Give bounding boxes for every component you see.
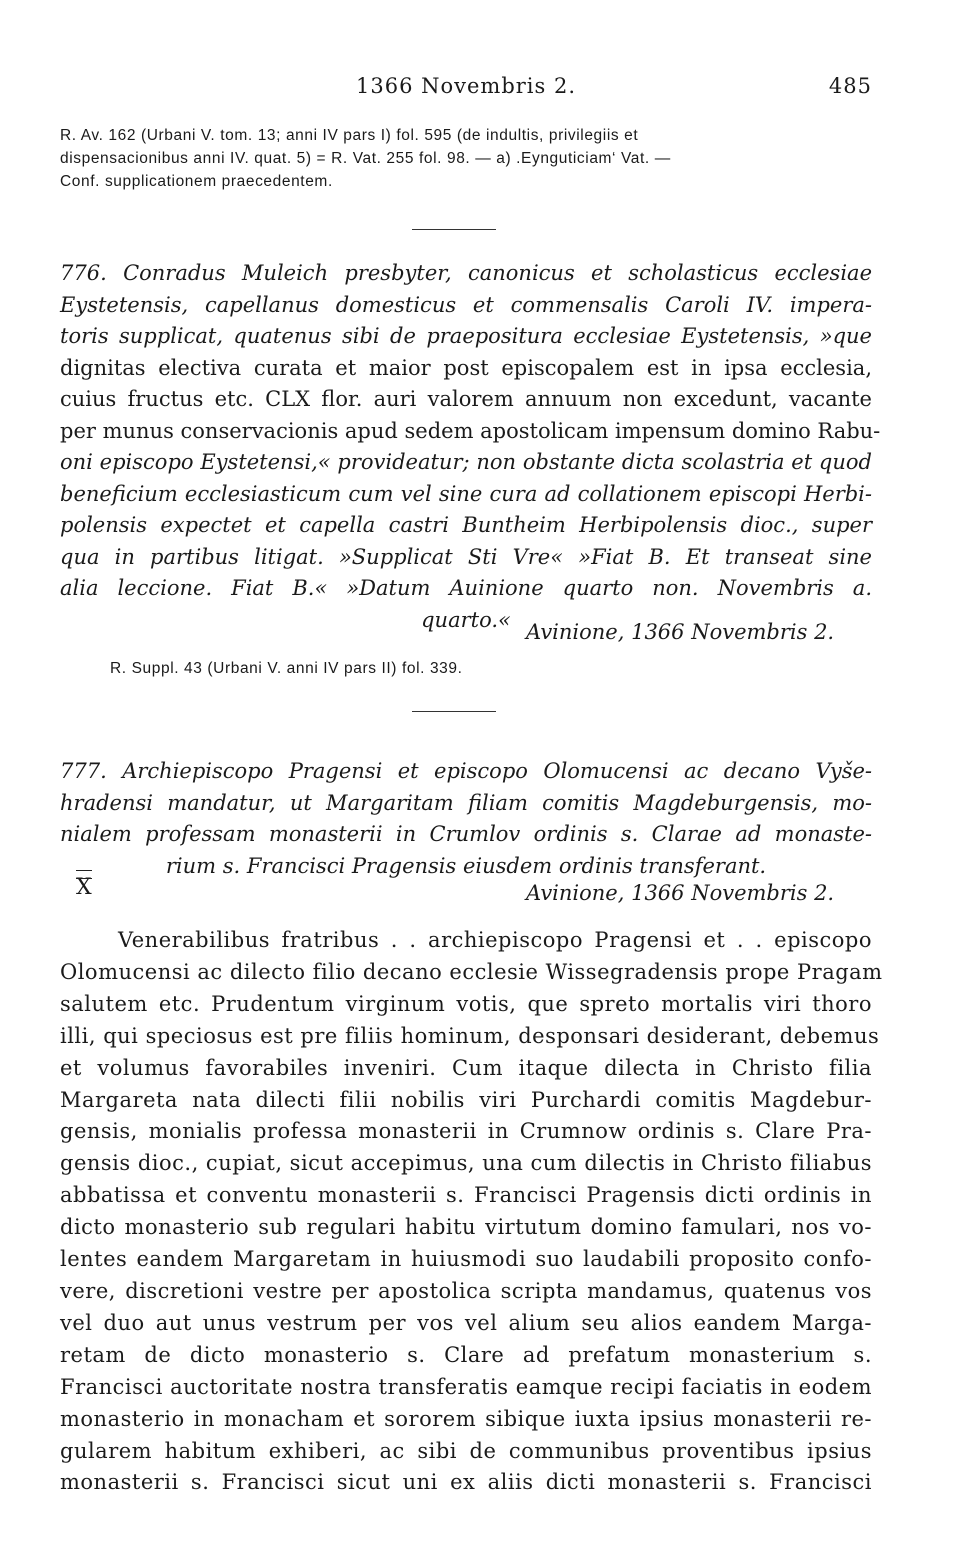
regest-line: dignitas electiva curata et maior post episcopalem est in ipsa ecclesia, — [60, 355, 872, 380]
body-line: vere, discretioni vestre per apostolica scripta mandamus, quatenus vos — [60, 1278, 872, 1303]
regest-line: qua in partibus litigat. »Supplicat Sti Vre« »Fiat B. Et transeat sine — [60, 544, 872, 569]
body-line: Francisci auctoritate nostra transferatis eamque recipi faciatis in eodem — [60, 1374, 872, 1399]
body-line: et volumus favorabiles inveniri. Cum itaque dilecta in Christo filia — [60, 1055, 872, 1080]
entry-777-regest — [60, 756, 872, 882]
regest-line: quarto.« — [421, 607, 511, 632]
body-line: salutem etc. Prudentum virginum votis, que spreto mortalis viri thoro — [60, 991, 872, 1016]
body-line: gensis, monialis professa monasterii in Crumnow ordinis s. Clare Pra- — [60, 1119, 872, 1144]
regest-line: beneficium ecclesiasticum cum vel sine cura ad collationem episcopi Herbi- — [60, 481, 872, 506]
body-line: monasterii s. Francisci sicut uni ex aliis dicti monasterii s. Francisci — [60, 1470, 872, 1495]
regest-line: 776. Conradus Muleich presbyter, canonicus et scholasticus ecclesiae — [60, 261, 872, 285]
body-line: illi, qui speciosus est pre filiis hominum, desponsari desiderant, debemus — [60, 1023, 880, 1048]
regest-line: per munus conservacionis apud sedem apostolicam impensum domino Rabu- — [60, 418, 881, 443]
register-mark — [76, 875, 92, 900]
body-line: Margareta nata dilecti filii nobilis viri Purchardi comitis Magdebur- — [60, 1087, 872, 1112]
body-line: Olomucensi ac dilecto filio decano ecclesie Wissegradensis prope Pragam — [60, 959, 883, 984]
body-line: dicto monasterio sub regulari habitu virtutum domino famulari, nos vo- — [60, 1215, 872, 1240]
footnote-line: R. Av. 162 (Urbani V. tom. 13; anni IV pars I) fol. 595 (de indultis, privilegiis et — [60, 127, 639, 144]
section-divider — [412, 229, 496, 230]
body-line: retam de dicto monasterio s. Clare ad prefatum monasterium s. — [60, 1342, 872, 1367]
page-header — [60, 74, 872, 108]
section-divider — [412, 711, 496, 712]
regest-line: oni episcopo Eystetensi,« provideatur; non obstante dicta scolastria et quod — [60, 450, 872, 474]
entry-776-regest — [60, 258, 881, 636]
regest-line: nialem professam monasterii in Crumlov ordinis s. Clarae ad monaste- — [60, 822, 872, 846]
footnote-line: Conf. supplicationem praecedentem. — [60, 173, 333, 190]
entry-776-dateline: Avinione, 1366 Novembris 2. — [526, 620, 835, 644]
body-line: gularem habitum exhiberi, ac sibi de communibus proventibus ipsius — [60, 1438, 872, 1463]
regest-line: Eystetensis, capellanus domesticus et commensalis Caroli IV. impera- — [60, 292, 872, 317]
body-line: monasterio in monacham et sororem sibique iuxta ipsius monasterii re- — [60, 1406, 872, 1431]
regest-line: 777. Archiepiscopo Pragensi et episcopo Olomucensi ac decano Vyše- — [60, 759, 872, 783]
regest-line: rium s. Francisci Pragensis eiusdem ordinis transferant. — [165, 853, 767, 878]
regest-line: hradensi mandatur, ut Margaritam filiam comitis Magdeburgensis, mo- — [60, 790, 872, 815]
body-line: Venerabilibus fratribus . . archiepiscopo Pragensi et . . episcopo — [118, 928, 872, 952]
entry-777-body — [60, 925, 883, 1499]
body-line: vel duo aut unus vestrum per vos vel alium seu alios eandem Marga- — [60, 1310, 872, 1335]
page-number: 485 — [828, 74, 872, 98]
register-mark-bars — [76, 870, 92, 879]
running-title: 1366 Novembris 2. — [355, 74, 577, 98]
body-line: lentes eandem Margaretam in huiusmodi suo laudabili proposito confo- — [60, 1247, 872, 1272]
footnote-line: dispensacionibus anni IV. quat. 5) = R. Vat. 255 fol. 98. — a) .Eynguticiam‘ Vat. — — [60, 150, 671, 167]
regest-line: alia leccione. Fiat B.« »Datum Auinione quarto non. Novembris a. — [60, 576, 872, 600]
regest-line: cuius fructus etc. CLX flor. auri valorem annuum non excedunt, vacante — [60, 387, 872, 411]
entry-776-source: R. Suppl. 43 (Urbani V. anni IV pars II) fol. 339. — [110, 660, 463, 677]
regest-line: toris supplicat, quatenus sibi de praepositura ecclesiae Eystetensis, »que — [60, 324, 872, 348]
body-line: gensis dioc., cupiat, sicut accepimus, una cum dilectis in Christo filiabus — [60, 1151, 873, 1176]
regest-line: polensis expectet et capella castri Buntheim Herbipolensis dioc., super — [60, 513, 872, 537]
register-mark-letter: X — [76, 875, 92, 900]
entry-777-dateline: Avinione, 1366 Novembris 2. — [526, 881, 835, 905]
source-footnote-top — [60, 124, 872, 193]
body-line: abbatissa et conventu monasterii s. Francisci Pragensis dicti ordinis in — [60, 1183, 872, 1208]
